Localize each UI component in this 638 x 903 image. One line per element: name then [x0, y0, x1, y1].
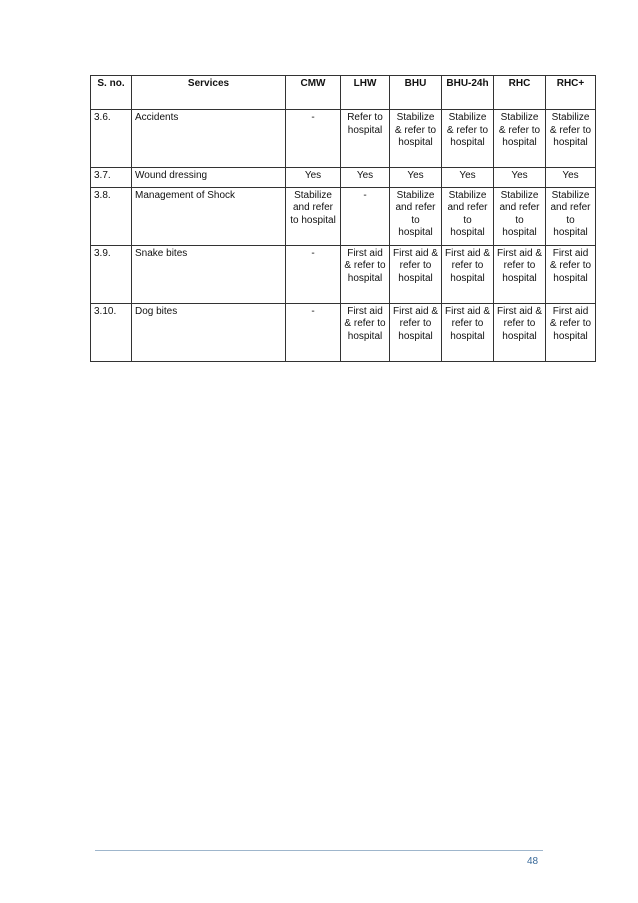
row-service: Snake bites [132, 245, 286, 303]
table-row-accidents [91, 110, 596, 168]
cell-rhc-plus: Stabilize & refer to hospital [546, 110, 596, 168]
header-rhc: RHC [494, 76, 546, 110]
table-row-snake-bites [91, 245, 596, 303]
cell-bhu-24h: Stabilize and refer to hospital [442, 187, 494, 245]
cell-cmw: Yes [286, 168, 341, 188]
cell-cmw: Stabilize and refer to hospital [286, 187, 341, 245]
row-service: Wound dressing [132, 168, 286, 188]
cell-lhw: First aid & refer to hospital [341, 245, 390, 303]
row-sno: 3.8. [91, 187, 132, 245]
table-row-wound-dressing [91, 168, 596, 188]
cell-rhc: First aid & refer to hospital [494, 303, 546, 361]
cell-bhu: First aid & refer to hospital [390, 245, 442, 303]
row-sno: 3.10. [91, 303, 132, 361]
cell-rhc-plus: Stabilize and refer to hospital [546, 187, 596, 245]
cell-cmw: - [286, 245, 341, 303]
header-bhu: BHU [390, 76, 442, 110]
header-lhw: LHW [341, 76, 390, 110]
cell-bhu-24h: Stabilize & refer to hospital [442, 110, 494, 168]
row-service: Dog bites [132, 303, 286, 361]
cell-lhw: Refer to hospital [341, 110, 390, 168]
row-service: Accidents [132, 110, 286, 168]
cell-rhc-plus: Yes [546, 168, 596, 188]
table-header-row [91, 76, 596, 110]
header-services: Services [132, 76, 286, 110]
table-row-management-of-shock [91, 187, 596, 245]
cell-bhu: Stabilize & refer to hospital [390, 110, 442, 168]
services-table [90, 75, 596, 362]
cell-bhu-24h: First aid & refer to hospital [442, 245, 494, 303]
cell-rhc-plus: First aid & refer to hospital [546, 245, 596, 303]
cell-rhc: Stabilize and refer to hospital [494, 187, 546, 245]
footer-divider [95, 850, 543, 851]
table-row-dog-bites [91, 303, 596, 361]
cell-lhw: - [341, 187, 390, 245]
page-number: 48 [527, 856, 539, 867]
header-cmw: CMW [286, 76, 341, 110]
cell-rhc: First aid & refer to hospital [494, 245, 546, 303]
header-bhu-24h: BHU-24h [442, 76, 494, 110]
cell-bhu: Yes [390, 168, 442, 188]
cell-cmw: - [286, 110, 341, 168]
cell-rhc-plus: First aid & refer to hospital [546, 303, 596, 361]
cell-lhw: First aid & refer to hospital [341, 303, 390, 361]
header-rhc-plus: RHC+ [546, 76, 596, 110]
header-sno: S. no. [91, 76, 132, 110]
row-sno: 3.6. [91, 110, 132, 168]
cell-rhc: Stabilize & refer to hospital [494, 110, 546, 168]
cell-bhu-24h: Yes [442, 168, 494, 188]
cell-rhc: Yes [494, 168, 546, 188]
cell-bhu-24h: First aid & refer to hospital [442, 303, 494, 361]
cell-lhw: Yes [341, 168, 390, 188]
row-service: Management of Shock [132, 187, 286, 245]
cell-cmw: - [286, 303, 341, 361]
cell-bhu: First aid & refer to hospital [390, 303, 442, 361]
cell-bhu: Stabilize and refer to hospital [390, 187, 442, 245]
row-sno: 3.9. [91, 245, 132, 303]
row-sno: 3.7. [91, 168, 132, 188]
